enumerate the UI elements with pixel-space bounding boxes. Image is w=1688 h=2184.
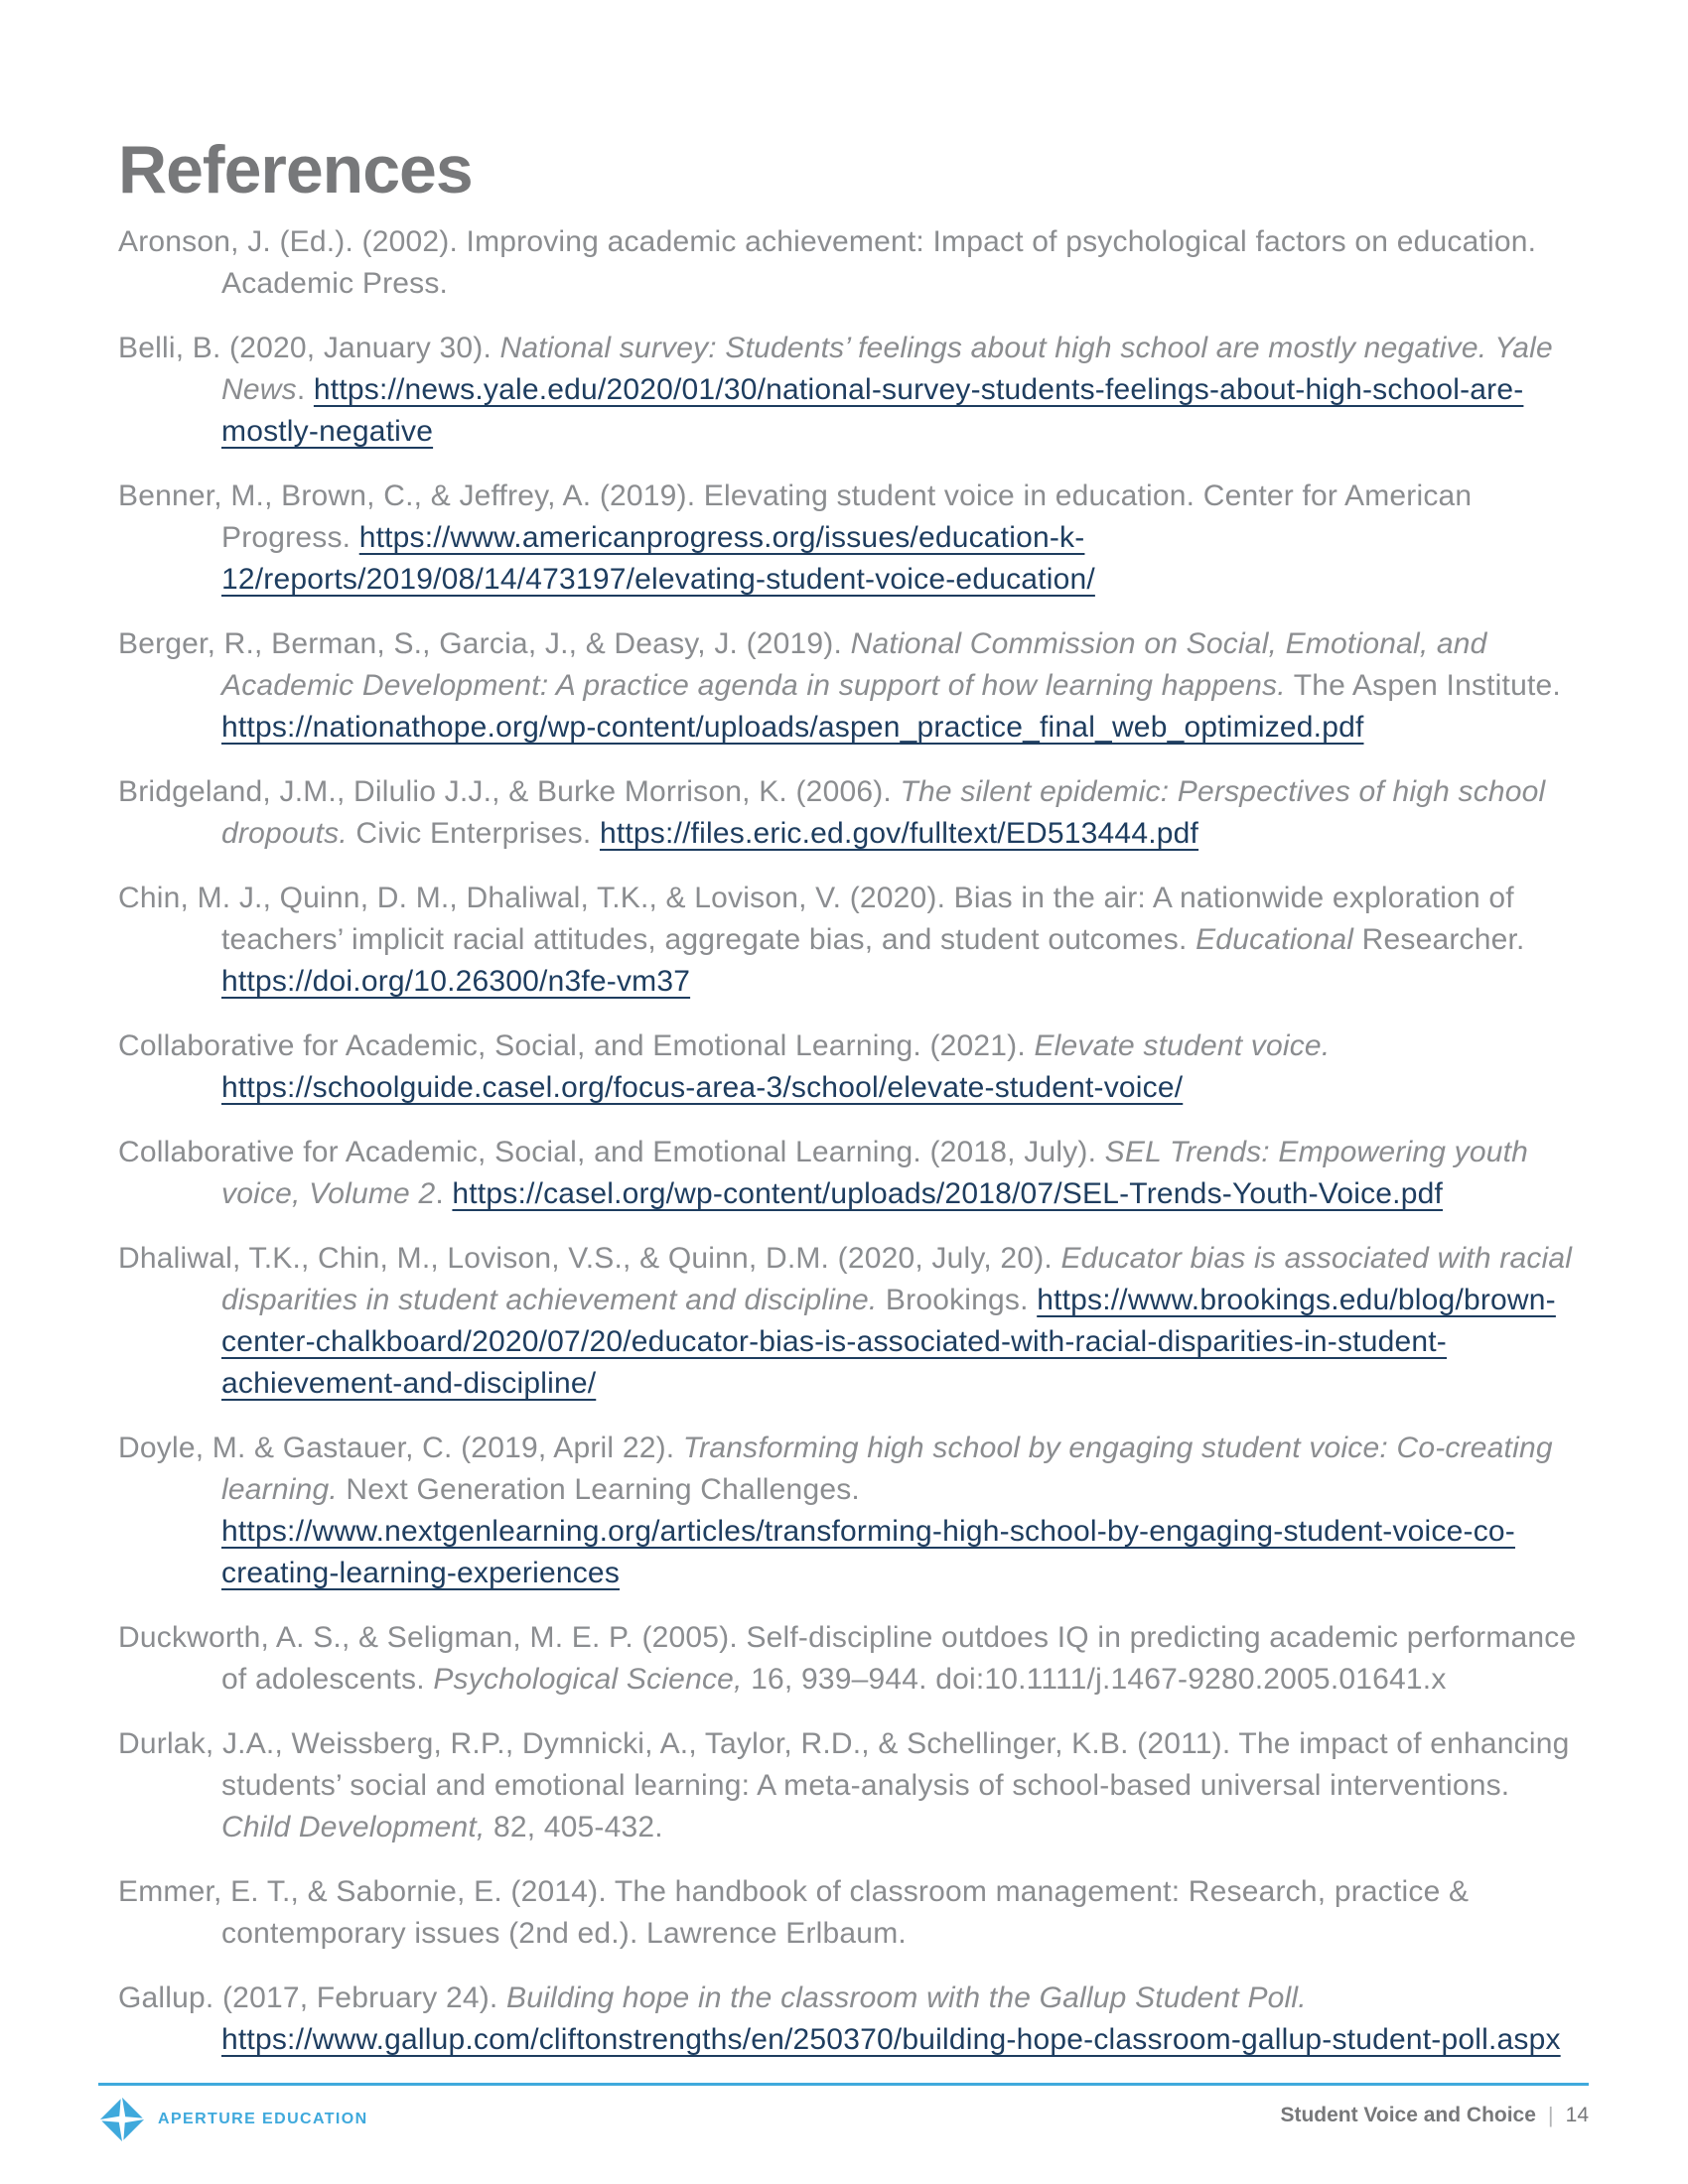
reference-text: Berger, R., Berman, S., Garcia, J., & Deasy, J. (2019). [118, 627, 851, 660]
reference-text: Gallup. (2017, February 24). [118, 1981, 506, 2014]
reference-text: Researcher. [1353, 923, 1525, 956]
reference-entry [118, 221, 1580, 305]
reference-text: Benner, M., Brown, C., & Jeffrey, A. (2019). Elevating student voice in education. Center for American Progress. [118, 479, 1473, 554]
reference-title-italic: SEL Trends: Empowering youth voice, Volume 2 [221, 1136, 1529, 1210]
footer-page-number: 14 [1565, 2104, 1589, 2126]
reference-link[interactable]: https://www.brookings.edu/blog/brown-center-chalkboard/2020/07/20/educator-bias-is-associated-with-racial-disparities-in-student-achievement-and-discipline/ [221, 1284, 1556, 1400]
reference-link[interactable]: https://files.eric.ed.gov/fulltext/ED513444.pdf [599, 817, 1199, 850]
reference-link[interactable]: https://nationathope.org/wp-content/uploads/aspen_practice_final_web_optimized.pdf [221, 711, 1364, 744]
reference-title-italic: The silent epidemic: Perspectives of high school dropouts. [221, 775, 1546, 850]
reference-entry [118, 1428, 1580, 1594]
aperture-pinwheel-icon [99, 2097, 145, 2142]
reference-entry [118, 771, 1580, 855]
reference-text: Belli, B. (2020, January 30). [118, 332, 500, 364]
reference-title-italic: Child Development, [221, 1811, 486, 1843]
reference-text: Dhaliwal, T.K., Chin, M., Lovison, V.S., & Quinn, D.M. (2020, July, 20). [118, 1242, 1061, 1275]
footer-accent-rule [98, 2083, 1589, 2086]
reference-entry [118, 476, 1580, 601]
reference-text: 16, 939–944. doi:10.1111/j.1467-9280.2005.01641.x [742, 1663, 1447, 1696]
reference-link[interactable]: https://doi.org/10.26300/n3fe-vm37 [221, 965, 691, 998]
reference-text: Emmer, E. T., & Sabornie, E. (2014). The handbook of classroom management: Research, practice & contemporary issues (2nd ed.). Lawrence Erlbaum. [118, 1875, 1470, 1950]
reference-text: . [435, 1177, 453, 1210]
reference-text: Aronson, J. (Ed.). (2002). Improving academic achievement: Impact of psychological factors on education. Academic Press. [118, 225, 1537, 300]
reference-text: Civic Enterprises. [347, 817, 600, 850]
reference-entry [118, 1723, 1580, 1848]
reference-entry [118, 623, 1580, 749]
references-list [118, 221, 1580, 2061]
reference-link[interactable]: https://www.gallup.com/cliftonstrengths/en/250370/building-hope-classroom-gallup-student-poll.aspx [221, 2023, 1561, 2056]
reference-text: Chin, M. J., Quinn, D. M., Dhaliwal, T.K., & Lovison, V. (2020). Bias in the air: A nationwide exploration of teachers’ implicit racial attitudes, aggregate bias, and student outcomes. [118, 882, 1514, 956]
reference-title-italic: National survey: Students’ feelings about high school are mostly negative. Yale News [221, 332, 1553, 406]
brand-logo [99, 2097, 368, 2142]
reference-text: Bridgeland, J.M., Dilulio J.J., & Burke Morrison, K. (2006). [118, 775, 901, 808]
reference-link[interactable]: https://schoolguide.casel.org/focus-area-3/school/elevate-student-voice/ [221, 1071, 1184, 1104]
brand-name: APERTURE EDUCATION [158, 2111, 368, 2127]
references-section [118, 132, 1580, 2084]
reference-entry [118, 1025, 1580, 1109]
footer-pagination [1280, 2103, 1589, 2128]
reference-text: Doyle, M. & Gastauer, C. (2019, April 22). [118, 1432, 683, 1464]
reference-entry [118, 1617, 1580, 1701]
reference-text: Collaborative for Academic, Social, and Emotional Learning. (2018, July). [118, 1136, 1105, 1168]
reference-text: Duckworth, A. S., & Seligman, M. E. P. (2005). Self-discipline outdoes IQ in predicting academic performance of adolescents. [118, 1621, 1577, 1696]
reference-title-italic: Educator bias is associated with racial disparities in student achievement and discipline. [221, 1242, 1573, 1316]
reference-link[interactable]: https://www.nextgenlearning.org/articles/transforming-high-school-by-engaging-student-voice-co-creating-learning-experiences [221, 1515, 1515, 1589]
reference-entry [118, 1978, 1580, 2061]
reference-text: 82, 405-432. [485, 1811, 663, 1843]
reference-text: Brookings. [877, 1284, 1038, 1316]
reference-entry [118, 328, 1580, 453]
reference-entry [118, 1871, 1580, 1955]
reference-text: Collaborative for Academic, Social, and Emotional Learning. (2021). [118, 1029, 1035, 1062]
reference-title-italic: Elevate student voice. [1034, 1029, 1331, 1062]
reference-entry [118, 1132, 1580, 1215]
footer-doc-title: Student Voice and Choice [1280, 2104, 1536, 2126]
footer-divider: | [1547, 2103, 1554, 2127]
reference-link[interactable]: https://news.yale.edu/2020/01/30/national-survey-students-feelings-about-high-school-are-mostly-negative [221, 373, 1524, 448]
reference-title-italic: Psychological Science, [433, 1663, 743, 1696]
reference-title-italic: National Commission on Social, Emotional, and Academic Development: A practice agenda in support of how learning happens. [221, 627, 1487, 702]
reference-entry [118, 878, 1580, 1003]
reference-link[interactable]: https://www.americanprogress.org/issues/education-k-12/reports/2019/08/14/473197/elevating-student-voice-education/ [221, 521, 1095, 596]
page-title: References [118, 132, 473, 207]
reference-title-italic: Transforming high school by engaging student voice: Co-creating learning. [221, 1432, 1553, 1506]
reference-link[interactable]: https://casel.org/wp-content/uploads/2018/07/SEL-Trends-Youth-Voice.pdf [452, 1177, 1444, 1210]
reference-entry [118, 1238, 1580, 1405]
reference-title-italic: Building hope in the classroom with the Gallup Student Poll. [506, 1981, 1307, 2014]
reference-text: Next Generation Learning Challenges. [337, 1473, 860, 1506]
reference-text: Durlak, J.A., Weissberg, R.P., Dymnicki, A., Taylor, R.D., & Schellinger, K.B. (2011). The impact of enhancing students’ social and emotional learning: A meta-analysis of school-based universal interventions. [118, 1727, 1570, 1802]
reference-text: The Aspen Institute. [1285, 669, 1561, 702]
reference-text: . [296, 373, 314, 406]
reference-title-italic: Educational [1196, 923, 1354, 956]
